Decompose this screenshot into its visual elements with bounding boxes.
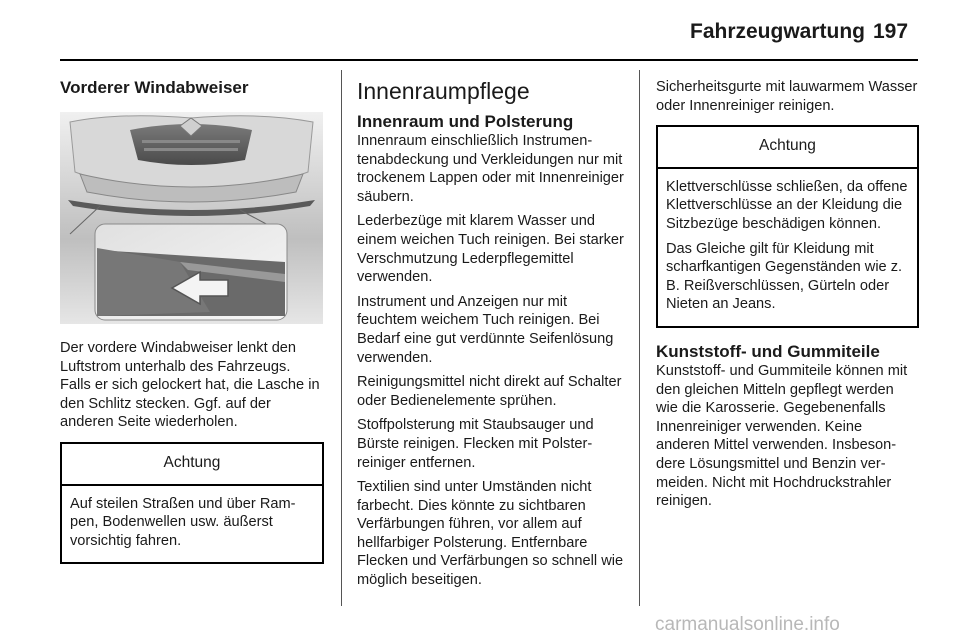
caution-text: Klettverschlüsse schließen, da offene Klettverschlüsse an der Kleidung die Sitzbezüge beschädigen können. bbox=[666, 178, 908, 232]
interior-paragraph: Lederbezüge mit klarem Wasser und einem weichen Tuch reinigen. Bei starker Verschmutzung Lederpflegemittel verwenden. bbox=[357, 213, 624, 286]
caution-title: Achtung bbox=[658, 127, 917, 169]
caution-text: Auf steilen Straßen und über Rampen, Bodenwellen usw. äußerst vorsichtig fahren. bbox=[70, 495, 296, 549]
subheading-interior-upholstery: Innenraum und Polsterung bbox=[357, 112, 574, 131]
caution-box-velcro bbox=[656, 125, 919, 328]
page-header-title: Fahrzeugwartung bbox=[690, 20, 866, 43]
interior-paragraph: Instrument und Anzeigen nur mit feuchtem weichem Tuch reinigen. Bei Bedarf eine gut verdünnte Seifenlösung verwenden. bbox=[357, 293, 614, 366]
interior-paragraph: Stoffpolsterung mit Staubsauger und Bürste reinigen. Flecken mit Polsterreiniger entfernen. bbox=[357, 417, 594, 471]
interior-paragraph: Reinigungsmittel nicht direkt auf Schalter oder Bedienelemente sprühen. bbox=[357, 374, 622, 409]
section-heading-air-deflector: Vorderer Windabweiser bbox=[60, 78, 249, 97]
caution-title: Achtung bbox=[62, 444, 322, 486]
header-rule bbox=[60, 59, 918, 61]
interior-paragraph: Textilien sind unter Umständen nicht farbecht. Dies könnte zu sichtbaren Verfärbungen führen, vor allem auf hellfarbiger Polsterung. Entfernbare Flecken und Verfärbungen so schnell wie möglich beseitigen. bbox=[357, 479, 624, 589]
watermark: carmanualsonline.info bbox=[655, 614, 840, 635]
column-divider-2 bbox=[639, 70, 640, 606]
subheading-plastic-rubber: Kunststoff- und Gummiteile bbox=[656, 341, 880, 361]
section-title-interior-care: Innenraumpflege bbox=[357, 78, 530, 104]
interior-paragraph: Innenraum einschließlich Instrumentenabdeckung und Verkleidungen nur mit trockenem Lappen oder mit Innenreiniger säubern. bbox=[357, 133, 624, 205]
column-2 bbox=[357, 78, 625, 596]
air-deflector-paragraph: Der vordere Windabweiser lenkt den Luftstrom unterhalb des Fahrzeugs. Falls er sich gelockert hat, die Lasche in den Schlitz stecken. Ggf. auf der anderen Seite wiederholen. bbox=[60, 340, 320, 431]
column-3 bbox=[656, 78, 919, 517]
plastic-rubber-paragraph: Kunststoff- und Gummiteile können mit den gleichen Mitteln gepflegt werden wie die Karosserie. Gegebenenfalls Innenreiniger verwenden. Keine anderen Mittel verwenden. Insbesondere Lösungsmittel und Benzin vermeiden. Nicht mit Hochdruckstrahler reinigen. bbox=[656, 362, 908, 510]
caution-text: Das Gleiche gilt für Kleidung mit scharfkantigen Gegenständen wie z. B. Reißverschlüssen, Gürteln oder Nieten an Jeans. bbox=[666, 240, 903, 313]
caution-box-driving bbox=[60, 442, 324, 564]
column-1 bbox=[60, 78, 324, 564]
page-number: 197 bbox=[873, 20, 909, 43]
seatbelt-paragraph: Sicherheitsgurte mit lauwarmem Wasser oder Innenreiniger reinigen. bbox=[656, 79, 918, 114]
column-divider-1 bbox=[341, 70, 342, 606]
front-air-deflector-illustration bbox=[60, 112, 323, 324]
